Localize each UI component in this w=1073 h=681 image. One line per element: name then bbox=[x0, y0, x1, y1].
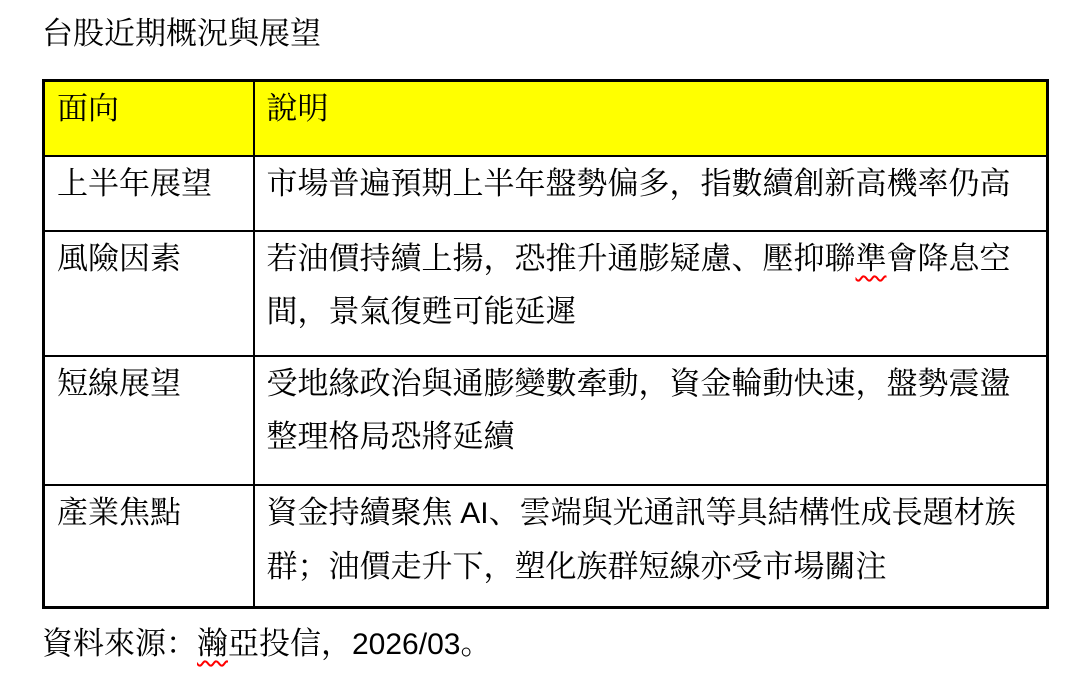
page-title: 台股近期概況與展望 bbox=[42, 16, 321, 51]
description-text: 若油價持續上揚，恐推升通膨疑慮、壓抑聯 bbox=[266, 241, 856, 276]
description-text: 受地緣政治與通膨變數牽動，資金輪動快速，盤勢震盪整理格局恐將延續 bbox=[266, 366, 1011, 454]
table-header-row bbox=[44, 81, 1048, 157]
source-label: 資料來源： bbox=[42, 626, 197, 661]
latin-text: AI bbox=[460, 497, 489, 530]
aspect-cell: 產業焦點 bbox=[44, 485, 254, 608]
source-note bbox=[42, 624, 1073, 665]
description-cell bbox=[254, 231, 1048, 356]
aspect-cell: 風險因素 bbox=[44, 231, 254, 356]
table-row bbox=[44, 356, 1048, 485]
description-text: 會降息空間，景氣復甦可能延遲 bbox=[266, 241, 1011, 329]
aspect-cell: 上半年展望 bbox=[44, 156, 254, 231]
source-period: 。 bbox=[460, 626, 492, 661]
source-date: 2026/03 bbox=[352, 628, 461, 661]
source-name: 亞投信， bbox=[228, 626, 352, 661]
description-text: 市場普遍預期上半年盤勢偏多，指數續創新高機率仍高 bbox=[266, 166, 1011, 201]
spellcheck-marked-text: 瀚 bbox=[197, 626, 228, 661]
description-text: 、雲端與光通訊等具結構性成長題材族群；油價走升下，塑化族群短線亦受市場關注 bbox=[266, 495, 1016, 584]
overview-table bbox=[42, 79, 1049, 609]
description-cell bbox=[254, 156, 1048, 231]
description-cell bbox=[254, 356, 1048, 485]
description-cell bbox=[254, 485, 1048, 608]
header-cell-description: 說明 bbox=[254, 81, 1048, 157]
table-row bbox=[44, 156, 1048, 231]
header-cell-aspect: 面向 bbox=[44, 81, 254, 157]
description-text: 資金持續聚焦 bbox=[266, 495, 461, 530]
table-row bbox=[44, 231, 1048, 356]
table-row bbox=[44, 485, 1048, 608]
aspect-cell: 短線展望 bbox=[44, 356, 254, 485]
spellcheck-marked-text: 準 bbox=[855, 241, 887, 276]
